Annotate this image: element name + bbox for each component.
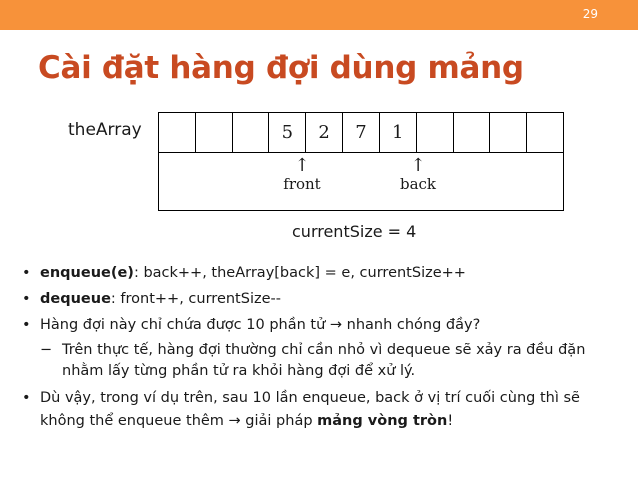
front-pointer — [277, 157, 327, 193]
bullet-enqueue — [22, 262, 622, 285]
array-cell: 1 — [380, 113, 417, 152]
array-cell — [527, 113, 563, 152]
array-cell — [490, 113, 527, 152]
enqueue-desc: : back++, theArray[back] = e, currentSize++ — [133, 265, 466, 281]
array-cell — [417, 113, 454, 152]
array-cell: 5 — [269, 113, 306, 152]
array-cell — [233, 113, 270, 152]
slide-title: Cài đặt hàng đợi dùng mảng — [38, 50, 524, 86]
front-label: front — [283, 175, 321, 193]
up-arrow-icon: ↑ — [410, 155, 426, 176]
array-cell — [159, 113, 196, 152]
array-diagram — [158, 112, 564, 211]
array-label: theArray — [68, 120, 142, 140]
back-label: back — [399, 175, 437, 193]
capacity-text: Hàng đợi này chỉ chứa được 10 phần tử → nhanh chóng đầy? — [40, 317, 481, 333]
enqueue-term: enqueue(e) — [40, 265, 134, 281]
back-pointer — [393, 157, 443, 193]
circular-end: ! — [447, 413, 454, 429]
array-cell — [454, 113, 491, 152]
up-arrow-icon: ↑ — [294, 155, 310, 176]
bullet-circular — [22, 387, 622, 433]
current-size-label: currentSize = 4 — [292, 222, 417, 241]
array-cell: 7 — [343, 113, 380, 152]
array-cell — [196, 113, 233, 152]
bullet-dot-icon: • — [22, 317, 31, 333]
reality-text: Trên thực tế, hàng đợi thường chỉ cần nhỏ vì dequeue sẽ xảy ra đều đặn nhằm lấy từng phần tử ra khỏi hàng đợi để xử lý. — [62, 342, 586, 379]
top-bar — [0, 0, 638, 30]
array-cells — [159, 113, 563, 153]
dequeue-term: dequeue — [40, 291, 111, 307]
sub-bullet-reality — [22, 340, 622, 382]
circular-text: Dù vậy, trong ví dụ trên, sau 10 lần enqueue, back ở vị trí cuối cùng thì sẽ không thể enqueue thêm → giải pháp — [40, 390, 580, 429]
dequeue-desc: : front++, currentSize-- — [110, 291, 281, 307]
bullet-dot-icon: • — [22, 265, 31, 281]
dash-icon: − — [40, 342, 53, 358]
slide-number: 29 — [582, 7, 598, 21]
bullet-dequeue — [22, 288, 622, 311]
bullet-dot-icon: • — [22, 291, 31, 307]
bullet-capacity — [22, 314, 622, 337]
bullet-list — [22, 262, 622, 436]
circular-term: mảng vòng tròn — [317, 413, 448, 429]
array-cell: 2 — [306, 113, 343, 152]
bullet-dot-icon: • — [22, 390, 31, 406]
